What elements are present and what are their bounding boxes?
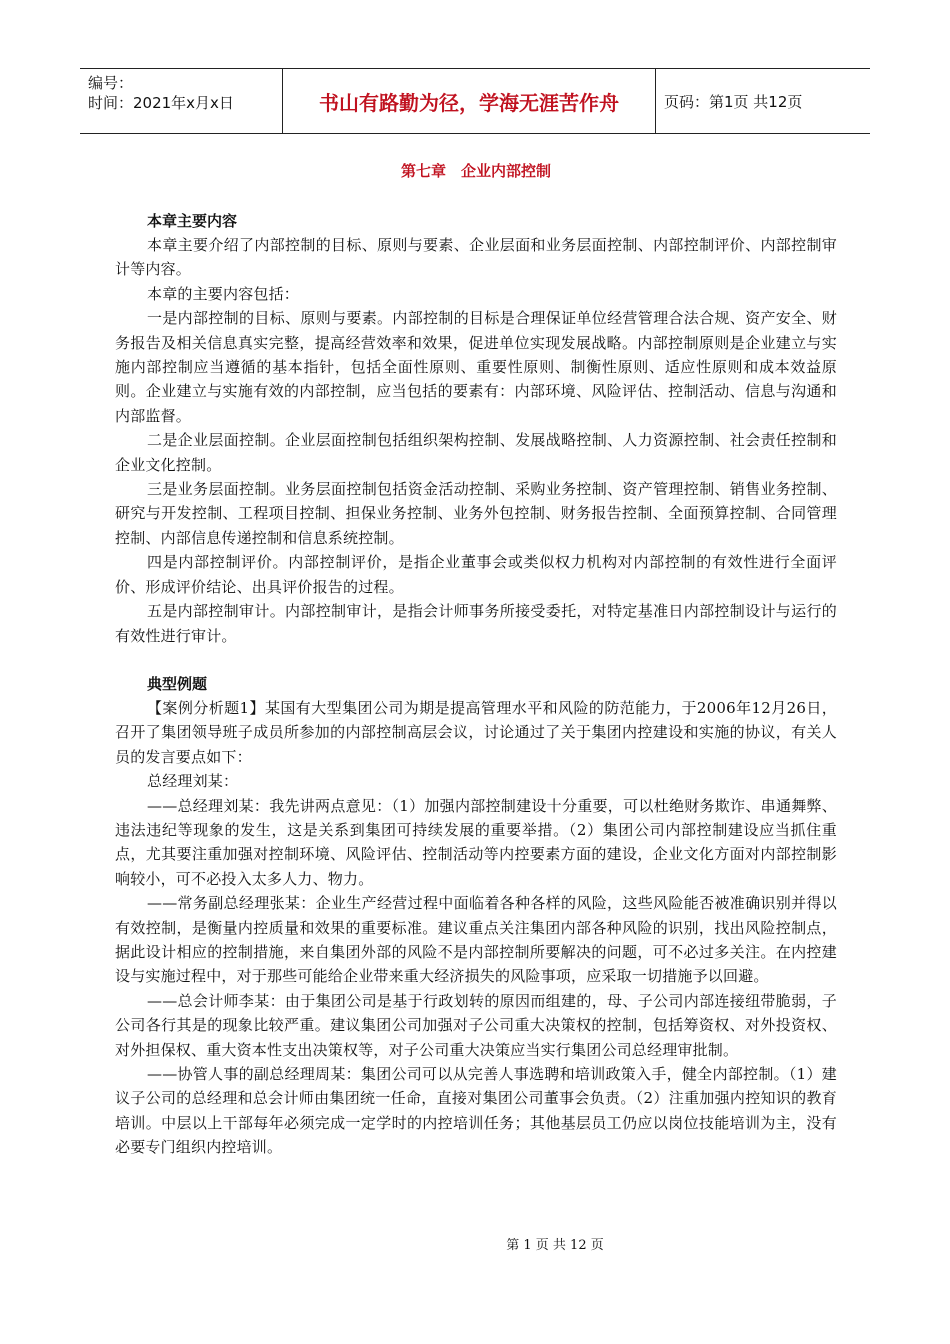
paragraph: 三是业务层面控制。业务层面控制包括资金活动控制、采购业务控制、资产管理控制、销售业务控制、研究与开发控制、工程项目控制、担保业务控制、业务外包控制、财务报告控制、全面预算控制、合同管理控制、内部信息传递控制和信息系统控制。 [115, 480, 837, 547]
header-motto: 书山有路勤为径，学海无涯苦作舟 [282, 69, 656, 133]
chapter-title: 第七章 企业内部控制 [400, 162, 551, 180]
paragraph: 本章主要介绍了内部控制的目标、原则与要素、企业层面和业务层面控制、内部控制评价、内部控制审计等内容。 [115, 236, 837, 279]
paragraph: ——协管人事的副总经理周某：集团公司可以从完善人事选聘和培训政策入手，健全内部控制。（1）建议子公司的总经理和总会计师由集团统一任命，直接对集团公司董事会负责。（2）注重加强内控知识的教育培训。中层以上干部每年必须完成一定学时的内控培训任务；其他基层员工仍应以岗位技能培训为主，没有必要专门组织内控培训。 [115, 1065, 837, 1157]
header-meta [80, 69, 282, 133]
paragraph: ——总经理刘某：我先讲两点意见：（1）加强内部控制建设十分重要，可以杜绝财务欺诈、串通舞弊、违法违纪等现象的发生，这是关系到集团可持续发展的重要举措。（2）集团公司内部控制建设应当抓住重点，尤其要注重加强对控制环境、风险评估、控制活动等内控要素方面的建设，企业文化方面对内部控制影响较小，可不必投入太多人力、物力。 [115, 796, 837, 888]
paragraph: 总经理刘某： [147, 772, 239, 791]
header-page-label: 页码：第1页 共12页 [664, 92, 803, 111]
page-header [80, 68, 870, 134]
paragraph: 四是内部控制评价。内部控制评价，是指企业董事会或类似权力机构对内部控制的有效性进行全面评价、形成评价结论、出具评价报告的过程。 [115, 553, 837, 596]
paragraph: ——常务副总经理张某：企业生产经营过程中面临着各种各样的风险，这些风险能否被准确识别并得以有效控制，是衡量内控质量和效果的重要标准。建议重点关注集团内部各种风险的识别，找出风险控制点，据此设计相应的控制措施，来自集团外部的风险不是内部控制所要解决的问题，可不必过多关注。在内控建设与实施过程中，对于那些可能给企业带来重大经济损失的风险事项，应采取一切措施予以回避。 [115, 894, 837, 986]
section-heading-main-content: 本章主要内容 [147, 212, 238, 230]
section-heading-examples: 典型例题 [147, 674, 208, 693]
document-body [115, 152, 837, 1160]
paragraph: 【案例分析题1】某国有大型集团公司为期是提高管理水平和风险的防范能力，于2006年12月26日，召开了集团领导班子成员所参加的内部控制高层会议，讨论通过了关于集团内控建设和实施的协议，有关人员的发言要点如下： [115, 698, 837, 766]
page-footer: 第 1 页 共 12 页 [506, 1238, 604, 1253]
paragraph: 本章的主要内容包括： [147, 284, 300, 303]
paragraph: 五是内部控制审计。内部控制审计，是指会计师事务所接受委托，对特定基准日内部控制设计与运行的有效性进行审计。 [115, 602, 837, 645]
paragraph: 二是企业层面控制。企业层面控制包括组织架构控制、发展战略控制、人力资源控制、社会责任控制和企业文化控制。 [115, 431, 837, 474]
paragraph: 一是内部控制的目标、原则与要素。内部控制的目标是合理保证单位经营管理合法合规、资产安全、财务报告及相关信息真实完整，提高经营效率和效果，促进单位实现发展战略。内部控制原则是企业建立与实施内部控制应当遵循的基本指针，包括全面性原则、重要性原则、制衡性原则、适应性原则和成本效益原则。企业建立与实施有效的内部控制，应当包括的要素有：内部环境、风险评估、控制活动、信息与沟通和内部监督。 [115, 309, 837, 425]
spacer [115, 648, 837, 672]
doc-date-label: 时间：2021年x月x日 [88, 94, 234, 112]
doc-code-label: 编号： [88, 74, 134, 92]
paragraph: ——总会计师李某：由于集团公司是基于行政划转的原因而组建的，母、子公司内部连接纽带脆弱，子公司各行其是的现象比较严重。建议集团公司加强对子公司重大决策权的控制，包括筹资权、对外投资权、对外担保权、重大资本性支出决策权等，对子公司重大决策应当实行集团公司总经理审批制。 [115, 991, 837, 1059]
